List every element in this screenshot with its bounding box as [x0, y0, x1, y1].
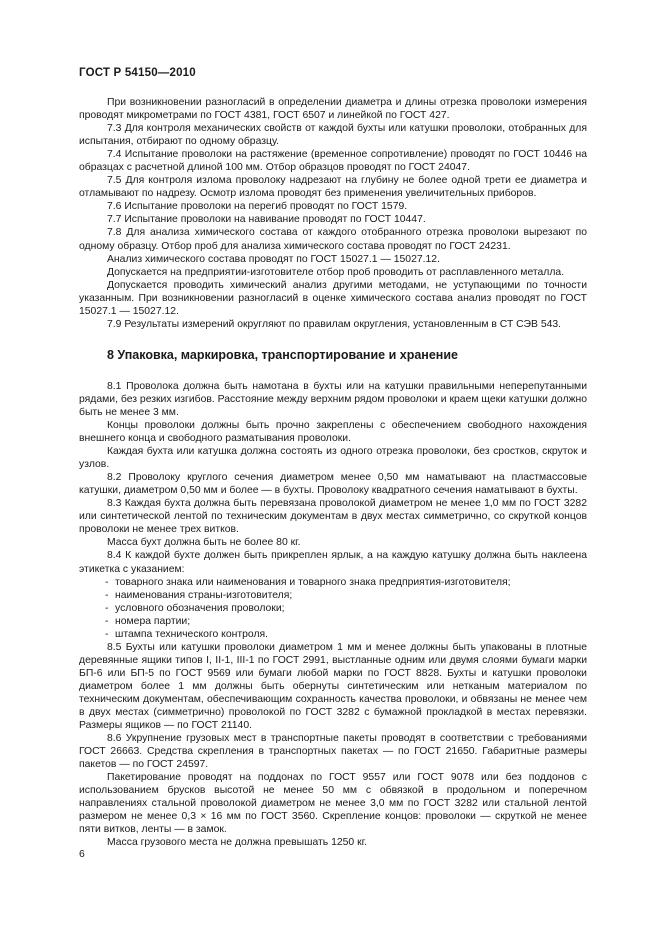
list-item: - штампа технического контроля.: [79, 628, 587, 641]
paragraph: 7.9 Результаты измерений округляют по правилам округления, установленным в СТ СЭВ 543.: [107, 318, 562, 330]
paragraph: 7.5 Для контроля излома проволоку надрезают на глубину не более одной трети ее диаметра и отламывают по надрезу. Осмотр излома проводят без применения увеличительных приборов.: [79, 175, 587, 200]
section-heading: 8 Упаковка, маркировка, транспортирование и хранение: [107, 347, 458, 362]
paragraph: Допускается проводить химический анализ другими методами, не уступающими по точности указанным. При возникновении разногласий в оценке химического состава анализ проводят по ГОСТ 15027.1 — 15027.12.: [79, 279, 587, 317]
paragraph: 7.6 Испытание проволоки на перегиб проводят по ГОСТ 1579.: [107, 201, 408, 213]
document-body: [79, 96, 587, 850]
paragraph: 8.5 Бухты или катушки проволоки диаметром 1 мм и менее должны быть упакованы в плотные деревянные ящики типов I, II-1, III-1 по ГОСТ 2991, выстланные одним или двумя слоями бумаги марки БП-6 или БП-5 по ГОСТ 9569 или бумаги любой марки по ГОСТ 8828. Бухты и катушки проволоки диаметром более 1 мм должны быть обернуты синтетическим или нетканым материалом по техническим документам, обеспечивающим сохранность качества проволоки, и обвязаны не менее чем в двух местах (симметрично) проволокой по ГОСТ 3282 с бумажной прокладкой в местах перевязки. Размеры ящиков — по ГОСТ 21140.: [79, 641, 587, 732]
list-item: - наименования страны-изготовителя;: [79, 589, 587, 602]
paragraph: 7.3 Для контроля механических свойств от каждой бухты или катушки проволоки, отобранных для испытания, отбирают по одному образцу.: [79, 123, 587, 148]
paragraph: Пакетирование проводят на поддонах по ГОСТ 9557 или ГОСТ 9078 или без поддонов с использованием брусков высотой не менее 50 мм с обвязкой в продольном и поперечном направлениях стальной проволокой диаметром не менее 3,0 мм по ГОСТ 3282 или стальной лентой размером не менее 0,3 × 16 мм по ГОСТ 3560. Скрепление концов: проволоки — скруткой не менее пяти витков, ленты — в замок.: [79, 772, 587, 836]
paragraph: 8.6 Укрупнение грузовых мест в транспортные пакеты проводят в соответствии с требованиями ГОСТ 26663. Средства скрепления в транспортных пакетах — по ГОСТ 21650. Габаритные размеры пакетов — по ГОСТ 24597.: [79, 733, 587, 771]
list-item: - условного обозначения проволоки;: [79, 602, 587, 615]
paragraph: 7.4 Испытание проволоки на растяжение (временное сопротивление) проводят по ГОСТ 10446 на образцах с расчетной длиной 100 мм. Отбор образцов проводят по ГОСТ 24047.: [79, 149, 587, 174]
document-header: ГОСТ Р 54150—2010: [79, 67, 196, 79]
paragraph: 8.1 Проволока должна быть намотана в бухты или на катушки правильными неперепутанными рядами, без резких изгибов. Расстояние между верхним рядом проволоки и краем щеки катушки должно быть не менее 3 мм.: [79, 380, 587, 418]
paragraph: Каждая бухта или катушка должна состоять из одного отрезка проволоки, без сростков, скруток и узлов.: [79, 446, 587, 471]
paragraph: При возникновении разногласий в определении диаметра и длины отрезка проволоки измерения проводят микрометрами по ГОСТ 4381, ГОСТ 6507 и линейкой по ГОСТ 427.: [79, 97, 587, 122]
paragraph: Масса бухт должна быть не более 80 кг.: [107, 537, 301, 549]
paragraph: 8.2 Проволоку круглого сечения диаметром менее 0,50 мм наматывают на пластмассовые катушки, диаметром 0,50 мм и более — в бухты. Проволоку квадратного сечения наматывают в бухты.: [79, 472, 587, 497]
paragraph: 7.8 Для анализа химического состава от каждого отобранного отрезка проволоки вырезают по одному образцу. Отбор проб для анализа химического состава проводят по ГОСТ 24231.: [79, 227, 587, 252]
list-item: - товарного знака или наименования и товарного знака предприятия-изготовителя;: [79, 576, 587, 589]
paragraph: Концы проволоки должны быть прочно закреплены с обеспечением свободного нахождения внешнего конца и свободного разматывания проволоки.: [79, 419, 587, 445]
paragraph: 8.4 К каждой бухте должен быть прикреплен ярлык, а на каждую катушку должна быть наклеена этикетка с указанием:: [79, 550, 587, 575]
paragraph: Масса грузового места не должна превышать 1250 кг.: [107, 837, 368, 849]
page-number: 6: [79, 849, 85, 860]
list-item: - номера партии;: [79, 615, 587, 628]
paragraph: 7.7 Испытание проволоки на навивание проводят по ГОСТ 10447.: [107, 214, 426, 226]
paragraph: Допускается на предприятии-изготовителе отбор проб проводить от расплавленного металла.: [107, 266, 565, 278]
paragraph: Анализ химического состава проводят по ГОСТ 15027.1 — 15027.12.: [107, 253, 440, 265]
paragraph: 8.3 Каждая бухта должна быть перевязана проволокой диаметром не менее 1,0 мм по ГОСТ 3282 или синтетической лентой по техническим документам в двух местах симметрично, со скруткой концов проволоки не менее трех витков.: [79, 498, 587, 536]
